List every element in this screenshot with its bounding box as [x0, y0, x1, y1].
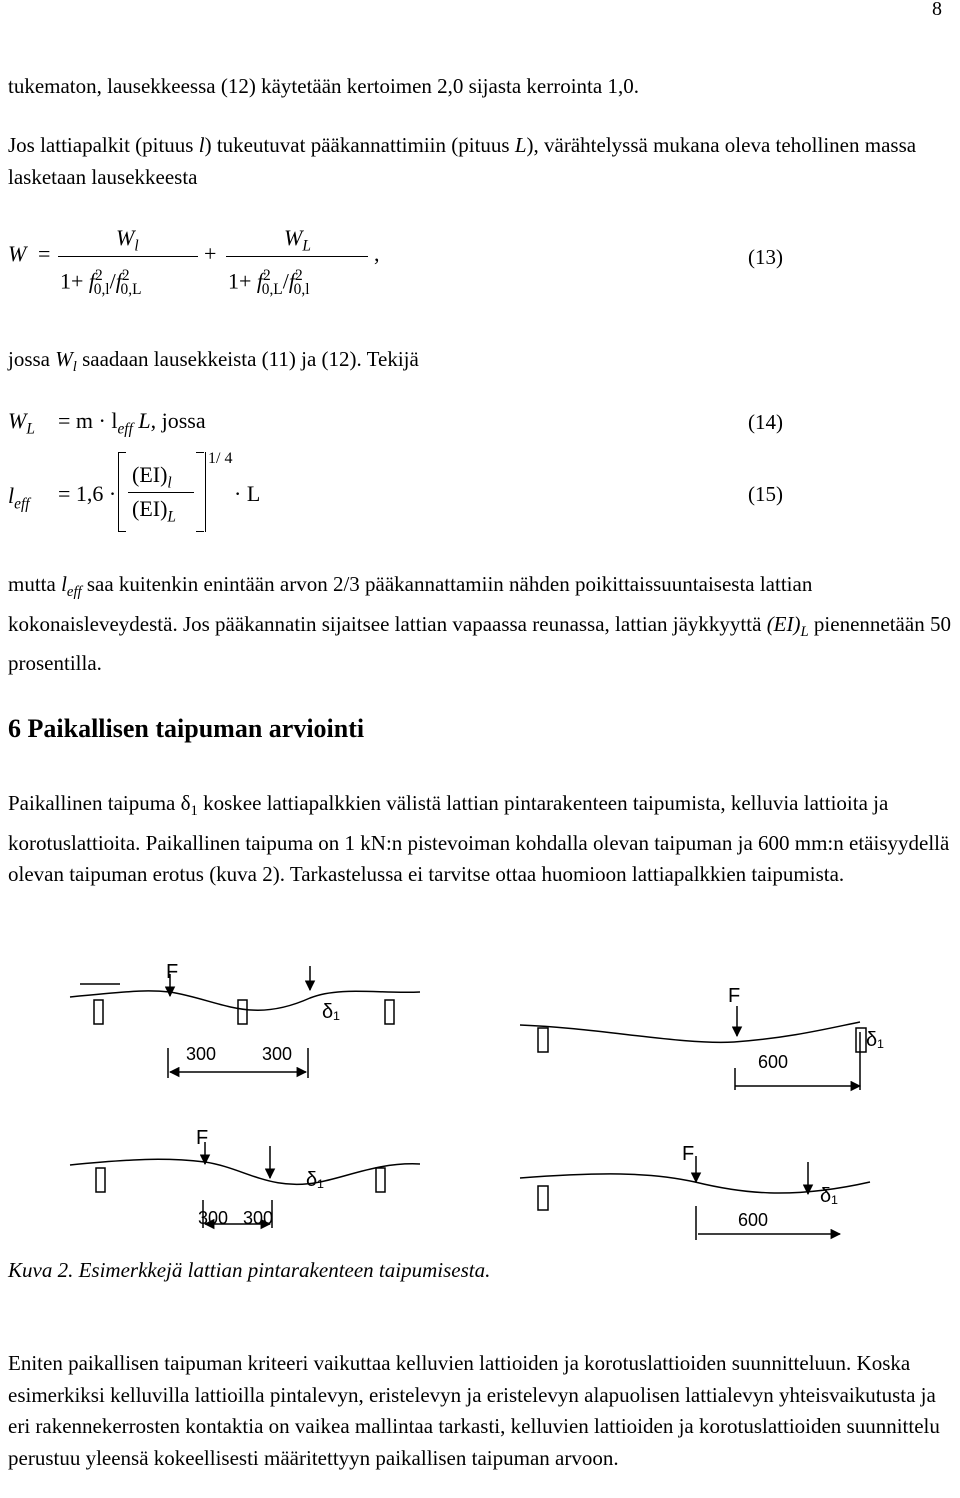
eq15-number: (15): [748, 482, 783, 506]
joist: [538, 1028, 548, 1052]
panel-1: [70, 966, 420, 1078]
dimension-label: 600: [758, 1052, 789, 1072]
floor-surface: [520, 1022, 860, 1042]
joist: [538, 1186, 548, 1210]
para2-c: ) tukeutuvat pääkannattimiin (pituus: [204, 133, 515, 157]
force-label: F: [728, 985, 741, 1007]
dimension-label: 300: [243, 1208, 274, 1228]
para2-a: Jos lattiapalkit (pituus: [8, 133, 199, 157]
eq13-equals: =: [38, 241, 51, 266]
para2-l: l: [198, 133, 205, 157]
figure-caption: Kuva 2. Esimerkkejä lattian pintarakenteen taipumisesta.: [8, 1258, 491, 1282]
deflection-figure: [0, 950, 960, 1250]
eq14-number: (14): [748, 410, 783, 434]
joist: [94, 1000, 103, 1024]
section-heading: 6 Paikallisen taipuman arviointi: [8, 714, 365, 743]
force-label: F: [682, 1143, 695, 1165]
eq13-fraction-bar-2: [226, 256, 368, 257]
eq15-tail: · L: [234, 481, 261, 506]
joist: [238, 1000, 247, 1024]
joist: [856, 1028, 866, 1052]
para2-L: L: [514, 133, 527, 157]
delta-label: δ₁: [322, 1001, 340, 1023]
eq13-num1: $W_l$: [116, 225, 139, 255]
eq13-plus: +: [204, 241, 217, 266]
delta-label: δ₁: [306, 1169, 324, 1191]
eq13-comma: ,: [374, 241, 380, 266]
page-number: 8: [932, 0, 942, 20]
floor-surface: [520, 1174, 870, 1193]
force-label: F: [166, 961, 179, 983]
paragraph-6: [8, 1348, 953, 1474]
paragraph-4: mutta $l_{eff}$ saa kuitenkin enintään arvon 2/3 pääkannattamiin nähden poikittaissuuntaisesta lattian kokonaisleveydestä. Jos pääkannatin sijaitsee lattian vapaassa reunassa, lattian jäykkyyttä $(EI)_L$ pienennetään 50 prosentilla.: [8, 572, 951, 676]
eq13-den1: $1+ f^2_{0,l}/f^2_{0,L}$: [60, 267, 142, 298]
joist: [96, 1168, 105, 1192]
joist: [385, 1000, 394, 1024]
dimension-label: 300: [186, 1044, 217, 1064]
floor-surface: [70, 1159, 420, 1184]
eq13-den2: $1+ f^2_{0,L}/f^2_{0,l}$: [228, 267, 310, 298]
paragraph-3: jossa $W_l$ saadaan lausekkeista (11) ja (12). Tekijä: [8, 347, 419, 376]
para2-e: ), värähtelyssä mukana oleva tehollinen massa lasketaan lausekkeesta: [8, 133, 917, 189]
eq15-exponent: 1/ 4: [208, 450, 233, 467]
paragraph-2: [8, 130, 953, 193]
paragraph-1: [8, 71, 953, 103]
dimension-label: 300: [198, 1208, 229, 1228]
eq13-fraction-bar-1: [58, 256, 198, 257]
paragraph-1-text: tukematon, lausekkeessa (12) käytetään kertoimen 2,0 sijasta kerrointa 1,0.: [8, 74, 639, 98]
eq15-coef: = 1,6 ·: [58, 481, 117, 506]
eq15-fraction-bar: [128, 492, 194, 493]
eq13-number: (13): [748, 245, 783, 269]
panel-2: [520, 1006, 866, 1090]
eq15-lhs: $l_{eff}$: [8, 483, 30, 513]
delta-label: δ₁: [820, 1185, 838, 1207]
dimension-label: 600: [738, 1210, 769, 1230]
panel-4: [520, 1156, 870, 1240]
delta-label: δ₁: [866, 1029, 884, 1051]
eq15-num: $(EI)_l$: [132, 462, 172, 492]
eq13-num2: $W_L$: [284, 225, 311, 255]
joist: [376, 1168, 385, 1192]
force-label: F: [196, 1127, 209, 1149]
paragraph-5: Paikallinen taipuma $\delta_1$ koskee lattiapalkkien välistä lattian pintarakenteen taipumista, kelluvia lattioita ja korotuslattioita. Paikallinen taipuma on 1 kN:n pistevoiman kohdalla olevan taipuman ja 600 mm:n etäisyydellä olevan taipuman erotus (kuva 2). Tarkastelussa ei tarvitse ottaa huomioon lattiapalkkien taipumista.: [8, 791, 950, 887]
eq13-W: W: [8, 241, 27, 266]
eq15-den: $(EI)_L$: [132, 496, 176, 526]
paragraph-6-text: Eniten paikallisen taipuman kriteeri vaikuttaa kelluvien lattioiden ja korotuslattioiden suunnitteluun. Koska esimerkiksi kelluvilla lattioilla pintalevyn, eristelevyn ja eristelevyn alapuolisen lattialevyn yhteisvaikutusta ja eri rakennekerrosten kontaktia on vaikea mallintaa tarkasti, kelluvien lattioiden ja korotuslattioiden suunnittelu perustuu yleensä kokeellisesti määritettyyn paikallisen taipuman arvoon.: [8, 1351, 940, 1470]
dimension-label: 300: [262, 1044, 293, 1064]
eq14-lhs: $W_L$: [8, 408, 35, 438]
eq14-rhs: = $m \cdot l_{eff}$ L, jossa: [58, 408, 206, 438]
